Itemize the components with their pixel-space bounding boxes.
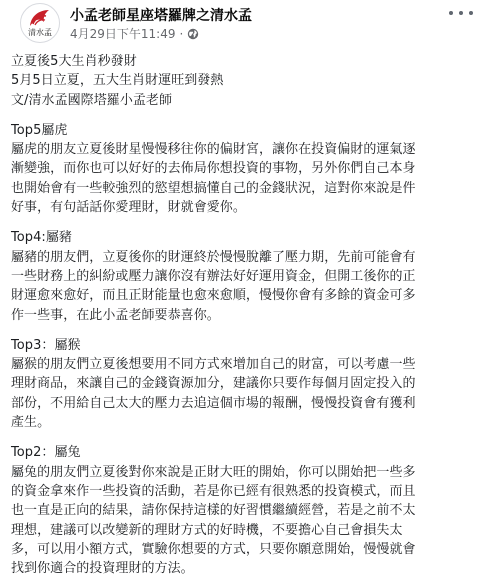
section-title: Top2：屬兔 xyxy=(11,445,81,461)
section-pig xyxy=(11,228,481,324)
section-rabbit xyxy=(11,443,481,578)
post-meta xyxy=(70,25,199,42)
intro-block xyxy=(11,52,481,110)
globe-icon[interactable] xyxy=(187,28,199,40)
avatar-label: 清水孟 xyxy=(28,28,52,37)
post-body xyxy=(11,52,481,578)
post-author: 文/清水孟國際塔羅小孟老師 xyxy=(11,92,173,108)
section-paragraph-line: 也開始會有一些較強烈的慾望想搞懂自己的金錢狀況，這對你來說是件 xyxy=(11,180,416,196)
section-paragraph-line: 好事，有句話話你愛理財，財就會愛你。 xyxy=(11,200,246,216)
section-paragraph-line: 找到你適合的投資理財的方法。 xyxy=(11,561,194,577)
section-paragraph-line: 漸變強，而你也可以好好的去佈局你想投資的事物，另外你們自己本身 xyxy=(11,161,416,177)
more-options-icon[interactable] xyxy=(449,6,473,20)
section-paragraph-line: 屬猴的朋友們立夏後想要用不同方式來增加自己的財富，可以考慮一些 xyxy=(11,357,416,373)
section-tiger xyxy=(11,121,481,217)
section-paragraph-line: 的資金拿來作一些投資的活動，若是你已經有很熟悉的投資模式，而且 xyxy=(11,483,416,499)
page-name-link[interactable]: 小孟老師星座塔羅牌之清水孟 xyxy=(70,8,252,24)
section-title: Top4:屬豬 xyxy=(11,230,72,246)
section-paragraph-line: 理財商品，來讓自己的金錢資源加分，建議你只要作每個月固定投入的 xyxy=(11,376,416,392)
section-paragraph-line: 部份，不用給自己太大的壓力去追這個市場的報酬，慢慢投資會有獲利 xyxy=(11,395,416,411)
post-header xyxy=(12,0,479,44)
section-paragraph-line: 屬虎的朋友立夏後財星慢慢移往你的偏財宮，讓你在投資偏財的運氣逐 xyxy=(11,142,416,158)
section-monkey xyxy=(11,336,481,432)
section-paragraph-line: 一些財務上的糾紛或壓力讓你沒有辦法好好運用資金，但開工後你的正 xyxy=(11,268,416,284)
section-paragraph-line: 屬兔的朋友們立夏後對你來說是正財大旺的開始，你可以開始把一些多 xyxy=(11,464,416,480)
section-title: Top3：屬猴 xyxy=(11,337,81,353)
section-paragraph-line: 多，可以用小額方式，實驗你想要的方式，只要你願意開始，慢慢就會 xyxy=(11,541,416,557)
post-headline: 立夏後5大生肖秒發財 xyxy=(11,54,137,69)
section-paragraph-line: 理想，建議可以改變新的理財方式的好時機，不要擔心自己會損失太 xyxy=(11,522,403,538)
section-paragraph-line: 產生。 xyxy=(11,415,51,431)
avatar-logo-icon xyxy=(21,4,59,42)
page-avatar[interactable] xyxy=(20,3,60,43)
section-title: Top5屬虎 xyxy=(11,122,68,138)
post-subheadline: 5月5日立夏，五大生肖財運旺到發熱 xyxy=(11,73,224,89)
section-paragraph-line: 作一些事，在此小孟老師要恭喜你。 xyxy=(11,307,220,323)
section-paragraph-line: 財運愈來愈好，而且正財能量也愈來愈順，慢慢你會有多餘的資金可多 xyxy=(11,288,416,304)
section-paragraph-line: 也一直是正向的結果，請你保持這樣的好習慣繼續經營，若是之前不太 xyxy=(11,503,416,519)
meta-separator: · xyxy=(179,26,184,41)
section-paragraph-line: 屬豬的朋友們，立夏後你的財運終於慢慢脫離了壓力期，先前可能會有 xyxy=(11,249,416,265)
post-timestamp[interactable]: 4月29日下午11:49 xyxy=(70,27,176,41)
